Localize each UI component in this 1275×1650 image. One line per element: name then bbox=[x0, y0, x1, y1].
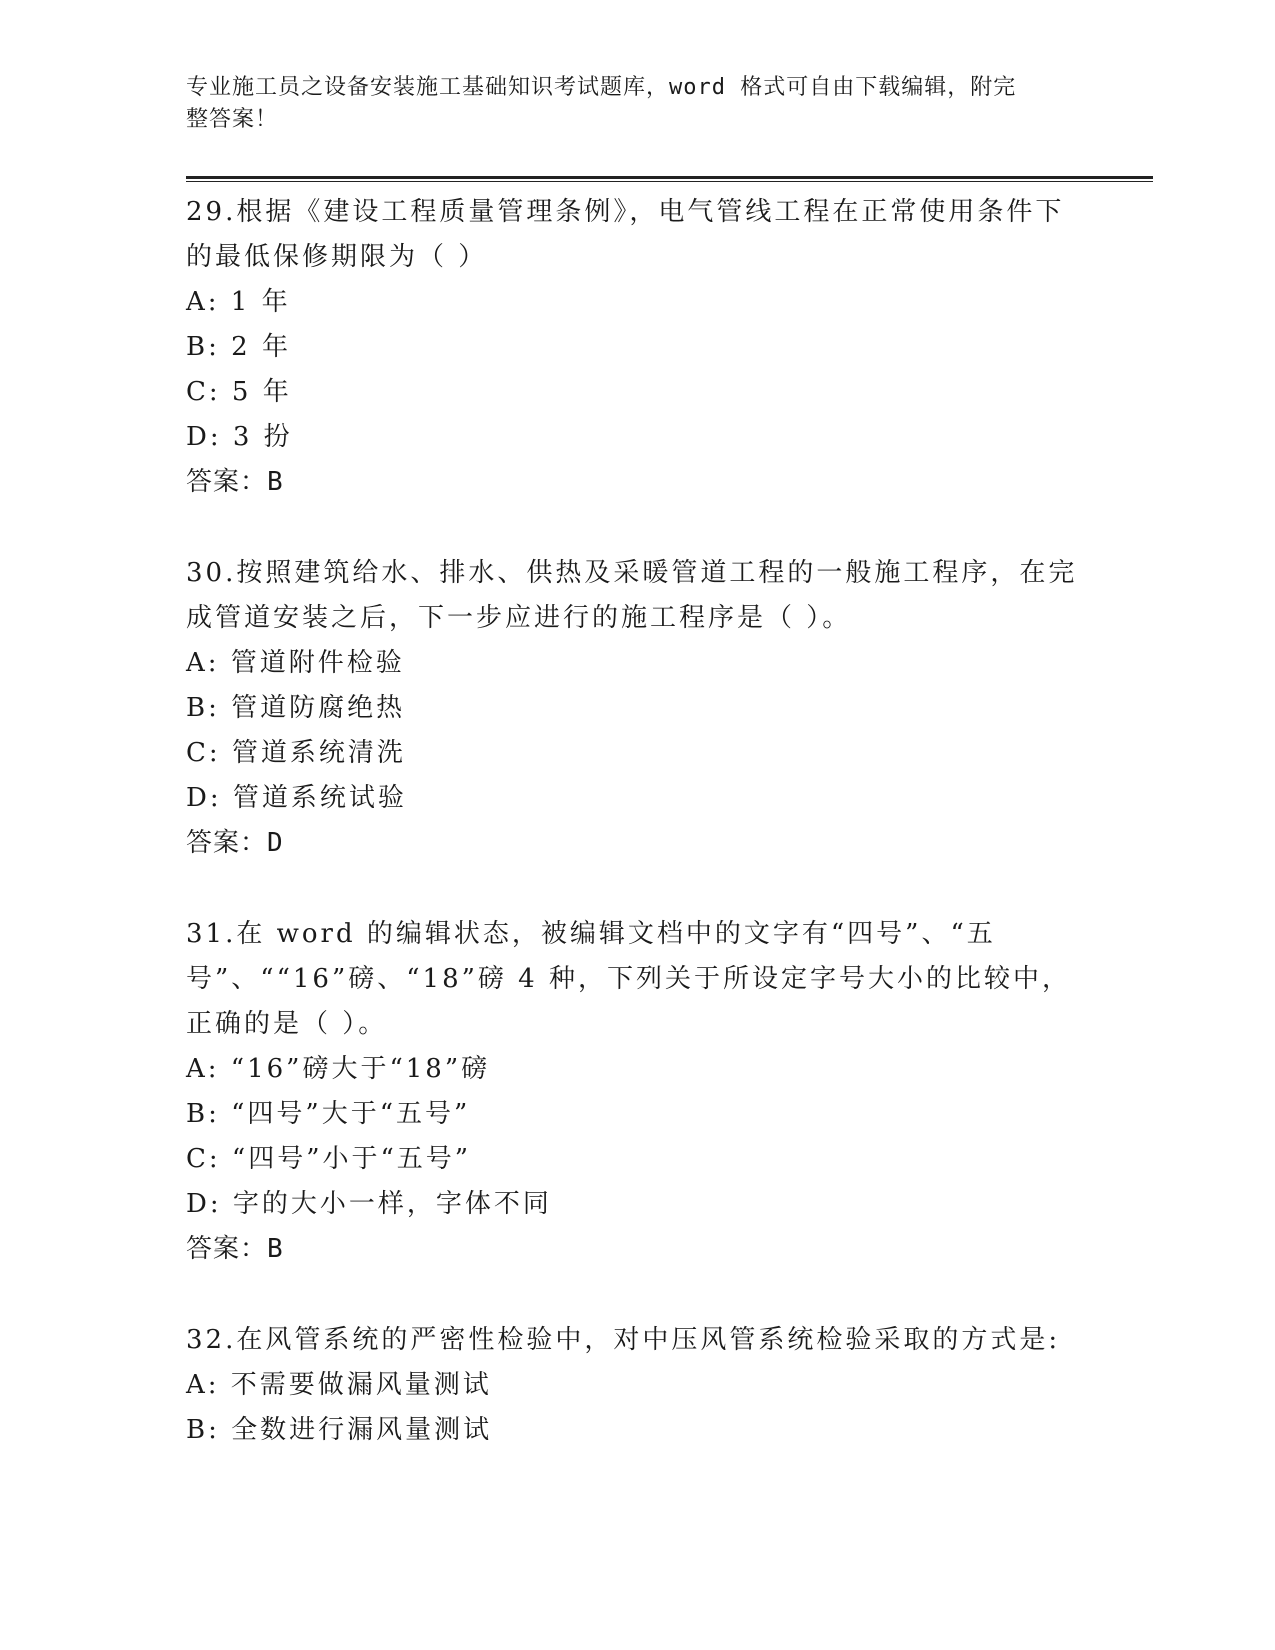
question-29 bbox=[186, 190, 1086, 505]
option-c: C: 管道系统清洗 bbox=[186, 738, 406, 768]
question-text: 30.按照建筑给水、排水、供热及采暖管道工程的一般施工程序，在完成管道安装之后，下一步应进行的施工程序是（ ）。 bbox=[186, 558, 1078, 633]
question-text: 32.在风管系统的严密性检验中，对中压风管系统检验采取的方式是: bbox=[186, 1325, 1061, 1355]
header-line-1: 专业施工员之设备安装施工基础知识考试题库，word 格式可自由下载编辑，附完 bbox=[186, 75, 1017, 100]
document-header bbox=[186, 72, 1066, 136]
question-30 bbox=[186, 551, 1086, 866]
answer-line: 答案：B bbox=[186, 1234, 284, 1264]
answer-line: 答案：D bbox=[186, 828, 284, 858]
option-a: A: 不需要做漏风量测试 bbox=[186, 1370, 492, 1400]
option-a: A: 1 年 bbox=[186, 287, 291, 317]
answer-line: 答案：B bbox=[186, 467, 284, 497]
question-text: 31.在 word 的编辑状态，被编辑文档中的文字有“四号”、“五号”、““16”磅、“18”磅 4 种，下列关于所设定字号大小的比较中，正确的是（ ）。 bbox=[186, 919, 1071, 1039]
option-b: B: “四号”大于“五号” bbox=[186, 1099, 471, 1129]
question-31 bbox=[186, 912, 1086, 1272]
question-text: 29.根据《建设工程质量管理条例》，电气管线工程在正常使用条件下的最低保修期限为（ ） bbox=[186, 197, 1065, 272]
header-divider-thick bbox=[186, 176, 1153, 179]
option-c: C: 5 年 bbox=[186, 377, 292, 407]
question-32 bbox=[186, 1318, 1086, 1453]
option-b: B: 2 年 bbox=[186, 332, 291, 362]
header-line-2: 整答案！ bbox=[186, 107, 279, 132]
option-d: D: 字的大小一样，字体不同 bbox=[186, 1189, 552, 1219]
option-d: D: 3 扮 bbox=[186, 422, 293, 452]
option-a: A: 管道附件检验 bbox=[186, 648, 405, 678]
option-d: D: 管道系统试验 bbox=[186, 783, 407, 813]
header-divider-thin bbox=[186, 181, 1153, 182]
option-b: B: 管道防腐绝热 bbox=[186, 693, 406, 723]
option-c: C: “四号”小于“五号” bbox=[186, 1144, 472, 1174]
option-b: B: 全数进行漏风量测试 bbox=[186, 1415, 493, 1445]
question-list bbox=[186, 190, 1086, 1499]
option-a: A: “16”磅大于“18”磅 bbox=[186, 1054, 491, 1084]
